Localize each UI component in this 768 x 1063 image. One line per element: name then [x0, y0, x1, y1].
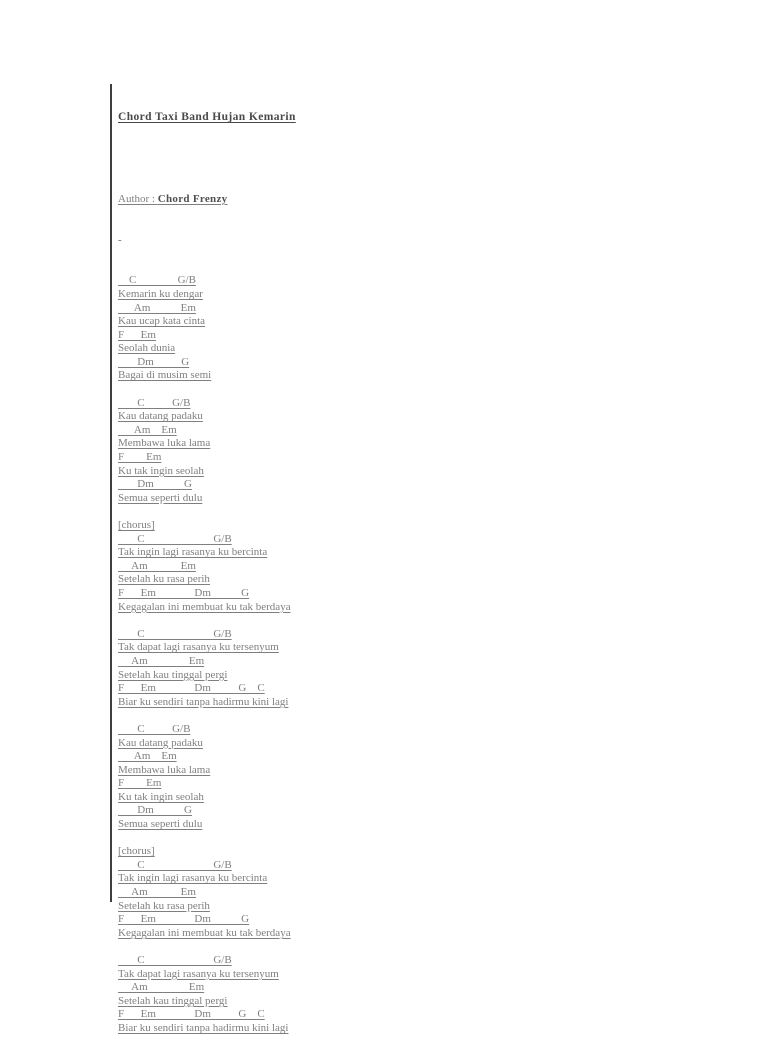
- lyric-text: Setelah kau tinggal pergi: [118, 668, 228, 681]
- lyric-text: Bagai di musim semi: [118, 369, 212, 382]
- lyric-text: Ku tak ingin seolah: [118, 464, 204, 477]
- chord-line: [118, 478, 678, 492]
- chord-text: Am Em: [118, 301, 196, 314]
- lyric-text: Membawa luka lama: [118, 763, 211, 776]
- lyric-line: [118, 641, 678, 655]
- chord-line: [118, 1008, 678, 1022]
- chord-text: C G/B: [118, 274, 196, 287]
- author-label: Author :: [118, 192, 158, 205]
- lyric-line: [118, 288, 678, 302]
- chord-line: [118, 533, 678, 547]
- author-line: [118, 193, 678, 207]
- chord-text: C G/B: [118, 858, 232, 871]
- lyric-text: Tak ingin lagi rasanya ku bercinta: [118, 546, 268, 559]
- chord-line: [118, 587, 678, 601]
- lyric-line: [118, 872, 678, 886]
- chord-text: Dm G: [118, 804, 192, 817]
- lyric-text: Setelah ku rasa perih: [118, 899, 210, 912]
- lyric-line: [118, 410, 678, 424]
- lyric-text: Setelah kau tinggal pergi: [118, 994, 228, 1007]
- lyric-line: [118, 764, 678, 778]
- chord-text: F Em: [118, 777, 162, 790]
- chord-line: [118, 356, 678, 370]
- blank-line: [118, 832, 678, 846]
- lyric-line: [118, 927, 678, 941]
- lyric-text: Kau datang padaku: [118, 410, 203, 423]
- lyric-text: Tak ingin lagi rasanya ku bercinta: [118, 872, 268, 885]
- tag-text: [chorus]: [118, 519, 155, 531]
- chord-sheet: [118, 84, 678, 1063]
- chord-line: [118, 859, 678, 873]
- chord-line: [118, 655, 678, 669]
- blank-line: [118, 383, 678, 397]
- lyric-line: [118, 369, 678, 383]
- chord-text: Dm G: [118, 355, 190, 368]
- chord-text: Dm G: [118, 478, 192, 491]
- author-name: Chord Frenzy: [157, 192, 228, 205]
- song-title: [118, 111, 678, 125]
- tag-line: [118, 519, 678, 533]
- lyric-text: Kau ucap kata cinta: [118, 315, 206, 328]
- chord-text: C G/B: [118, 532, 232, 545]
- chord-text: F Em Dm G C: [118, 682, 265, 695]
- lyric-line: [118, 1022, 678, 1036]
- chord-line: [118, 424, 678, 438]
- lyric-line: [118, 315, 678, 329]
- chord-text: Am Em: [118, 423, 177, 436]
- lyric-line: [118, 818, 678, 832]
- chord-text: F Em: [118, 328, 156, 341]
- lyric-text: Kegagalan ini membuat ku tak berdaya: [118, 926, 291, 939]
- chord-text: Am Em: [118, 981, 205, 994]
- chord-line: [118, 981, 678, 995]
- song-title-text: Chord Taxi Band Hujan Kemarin: [118, 111, 296, 124]
- chord-line: [118, 804, 678, 818]
- chord-line: [118, 723, 678, 737]
- lyric-text: Kau datang padaku: [118, 736, 203, 749]
- chord-line: [118, 750, 678, 764]
- chord-text: F Em Dm G: [118, 586, 250, 599]
- chord-text: Am Em: [118, 654, 205, 667]
- lyric-text: Semua seperti dulu: [118, 491, 203, 504]
- lyric-line: [118, 546, 678, 560]
- lyric-text: Kemarin ku dengar: [118, 287, 203, 300]
- lyric-line: [118, 696, 678, 710]
- chord-line: [118, 777, 678, 791]
- lyric-text: Membawa luka lama: [118, 437, 211, 450]
- chord-text: F Em Dm G C: [118, 1008, 265, 1021]
- chord-text: C G/B: [118, 627, 232, 640]
- lyric-text: Semua seperti dulu: [118, 818, 203, 831]
- chord-line: [118, 628, 678, 642]
- lyric-text: Setelah ku rasa perih: [118, 573, 210, 586]
- chord-text: F Em: [118, 451, 162, 464]
- lyric-text: Tak dapat lagi rasanya ku tersenyum: [118, 641, 279, 654]
- lyric-line: [118, 437, 678, 451]
- blank-line: [118, 614, 678, 628]
- chord-line: [118, 954, 678, 968]
- chord-line: [118, 274, 678, 288]
- lyric-line: [118, 573, 678, 587]
- lyric-line: [118, 492, 678, 506]
- lyric-text: Kegagalan ini membuat ku tak berdaya: [118, 600, 291, 613]
- song-body: [118, 274, 678, 1035]
- chord-line: [118, 329, 678, 343]
- lyric-line: [118, 669, 678, 683]
- separator-dash: -: [118, 233, 122, 246]
- chord-text: Am Em: [118, 886, 196, 899]
- lyric-line: [118, 791, 678, 805]
- chord-line: [118, 397, 678, 411]
- lyric-line: [118, 737, 678, 751]
- blank-line: [118, 505, 678, 519]
- left-margin-rule: [110, 84, 112, 902]
- chord-line: [118, 302, 678, 316]
- chord-text: C G/B: [118, 396, 191, 409]
- blank-line: [118, 940, 678, 954]
- chord-text: Am Em: [118, 750, 177, 763]
- blank-line: [118, 709, 678, 723]
- lyric-line: [118, 342, 678, 356]
- lyric-text: Biar ku sendiri tanpa hadirmu kini lagi: [118, 695, 289, 708]
- chord-text: Am Em: [118, 559, 196, 572]
- blank-line: [118, 152, 678, 166]
- chord-line: [118, 913, 678, 927]
- lyric-line: [118, 465, 678, 479]
- chord-line: [118, 682, 678, 696]
- lyric-text: Tak dapat lagi rasanya ku tersenyum: [118, 967, 279, 980]
- lyric-line: [118, 968, 678, 982]
- chord-text: C G/B: [118, 954, 232, 966]
- tag-text: [chorus]: [118, 845, 155, 858]
- lyric-line: [118, 995, 678, 1009]
- chord-text: F Em Dm G: [118, 913, 250, 926]
- lyric-line: [118, 601, 678, 615]
- chord-line: [118, 451, 678, 465]
- tag-line: [118, 845, 678, 859]
- chord-text: C G/B: [118, 722, 191, 735]
- chord-line: [118, 560, 678, 574]
- lyric-text: Biar ku sendiri tanpa hadirmu kini lagi: [118, 1021, 289, 1034]
- lyric-text: Ku tak ingin seolah: [118, 790, 204, 803]
- lyric-line: [118, 900, 678, 914]
- lyric-text: Seolah dunia: [118, 342, 176, 355]
- chord-line: [118, 886, 678, 900]
